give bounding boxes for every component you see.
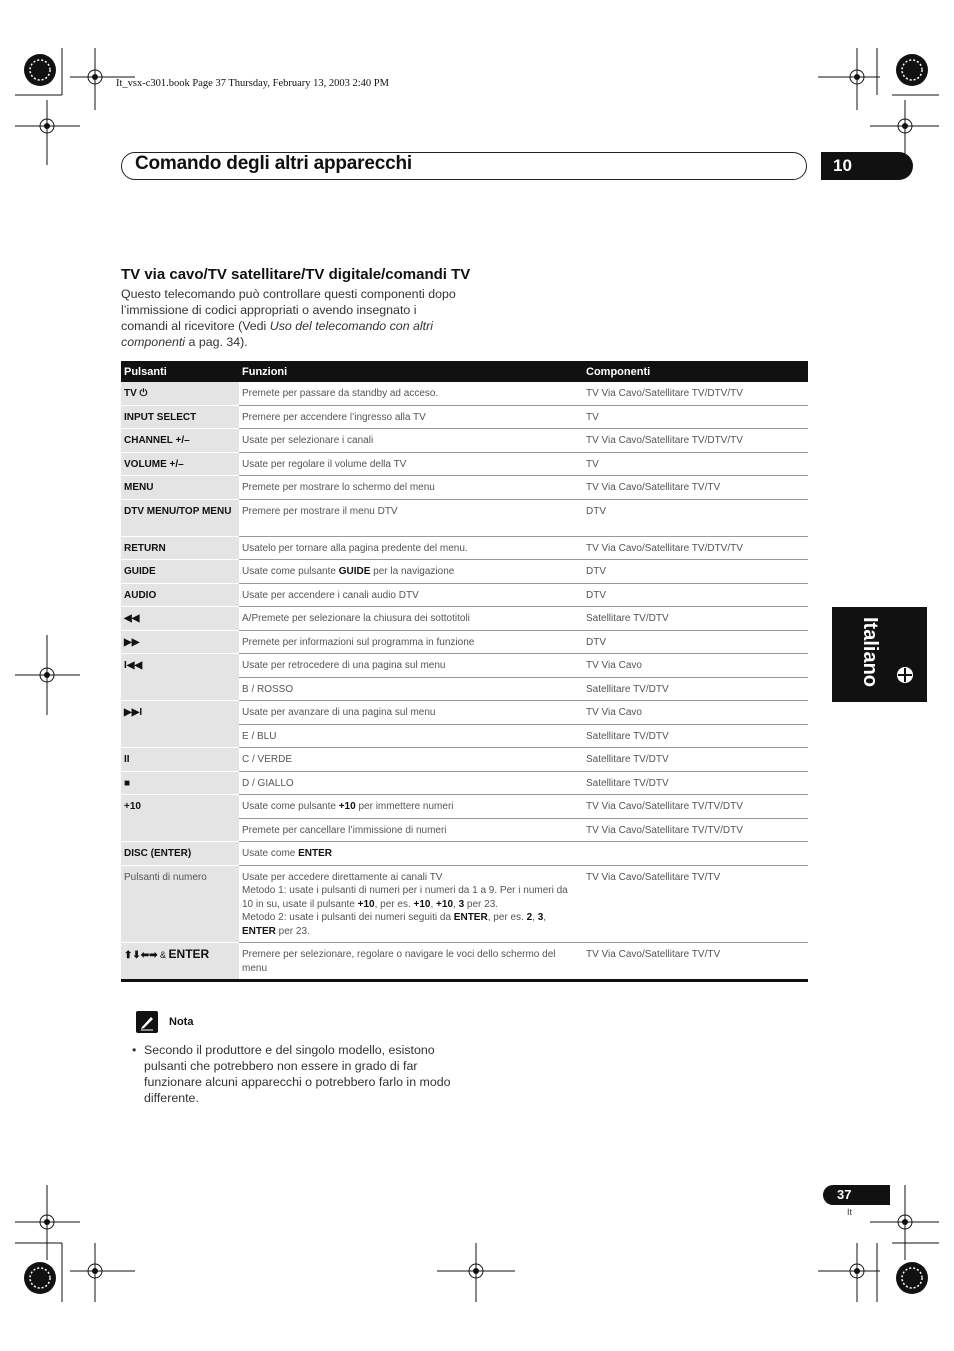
component-cell: DTV [583, 499, 808, 536]
page-number: 37 [823, 1185, 890, 1205]
function-cell: Usate come pulsante GUIDE per la navigazione [239, 560, 583, 584]
table-row [121, 429, 808, 453]
page-language: It [847, 1207, 853, 1217]
function-cell: A/Premete per selezionare la chiusura dei sottotitoli [239, 607, 583, 631]
button-cell: RETURN [121, 536, 239, 560]
table-row [121, 382, 808, 405]
function-cell: Premere per mostrare il menu DTV [239, 499, 583, 536]
section-intro: Questo telecomando può controllare questi componenti dopo l’immissione di codici appropriati o avendo insegnato i comandi al ricevitore (Vedi Uso del telecomando con altri componenti a pag. 34). [121, 287, 456, 349]
function-cell: Usate come ENTER [239, 842, 583, 866]
crosshair-icon [895, 665, 915, 685]
arrow-keys-icon: ⬆⬇⬅➡ & ENTER [121, 943, 239, 981]
table-row [121, 536, 808, 560]
button-cell: +10 [121, 795, 239, 842]
header-pulsanti: Pulsanti [121, 361, 239, 382]
function-cell: E / BLU [239, 724, 583, 748]
component-cell: TV Via Cavo/Satellitare TV/DTV/TV [583, 429, 808, 453]
component-cell: DTV [583, 560, 808, 584]
component-cell: DTV [583, 583, 808, 607]
component-cell: TV [583, 405, 808, 429]
button-cell: DISC (ENTER) [121, 842, 239, 866]
function-cell: Premete per cancellare l’immissione di numeri [239, 818, 583, 842]
note-text: • Secondo il produttore e del singolo modello, esistono pulsanti che potrebbero non essere in grado di far funzionare alcuni apparecchi o potrebbero farlo in modo differente. [132, 1043, 451, 1105]
function-cell: C / VERDE [239, 748, 583, 772]
section-title: TV via cavo/TV satellitare/TV digitale/comandi TV [121, 266, 471, 283]
buttons-table [121, 361, 808, 982]
print-header: It_vsx-c301.book Page 37 Thursday, February 13, 2003 2:40 PM [116, 78, 389, 89]
function-cell: Premere per selezionare, regolare o navigare le voci dello schermo del menu [239, 943, 583, 981]
component-cell: TV Via Cavo/Satellitare TV/TV [583, 865, 808, 943]
function-cell: Premete per mostrare lo schermo del menu [239, 476, 583, 500]
button-cell: GUIDE [121, 560, 239, 584]
component-cell: Satellitare TV/DTV [583, 771, 808, 795]
function-cell: Usate per selezionare i canali [239, 429, 583, 453]
button-cell: DTV MENU/TOP MENU [121, 499, 239, 536]
component-cell: Satellitare TV/DTV [583, 724, 808, 748]
button-cell: INPUT SELECT [121, 405, 239, 429]
skip-back-icon: I◀◀ [121, 654, 239, 701]
function-cell: Usate come pulsante +10 per immettere numeri [239, 795, 583, 819]
component-cell: TV Via Cavo/Satellitare TV/TV [583, 943, 808, 981]
function-cell: Usate per retrocedere di una pagina sul menu [239, 654, 583, 678]
fast-forward-icon: ▶▶ [121, 630, 239, 654]
table-row [121, 771, 808, 795]
table-header [121, 361, 808, 382]
button-cell: CHANNEL +/– [121, 429, 239, 453]
table-row [121, 842, 808, 866]
table-row [121, 701, 808, 725]
component-cell: TV [583, 452, 808, 476]
table-row [121, 476, 808, 500]
component-cell: Satellitare TV/DTV [583, 607, 808, 631]
language-tab-label: Italiano [859, 617, 881, 688]
table-row [121, 607, 808, 631]
table-row [121, 748, 808, 772]
header-componenti: Componenti [583, 361, 808, 382]
button-cell: VOLUME +/– [121, 452, 239, 476]
pause-icon: II [121, 748, 239, 772]
function-cell: Usate per accedere direttamente ai canali TV Metodo 1: usate i pulsanti di numeri per i numeri da 1 a 9. Per i numeri da 10 in su, usate il pulsante +10, per es. +10, +10, 3 per 23. Metodo 2: usate i pulsanti dei numeri seguiti da ENTER, per es. 2, 3, ENTER per 23. [239, 865, 583, 943]
table-row [121, 795, 808, 819]
function-cell: Usate per regolare il volume della TV [239, 452, 583, 476]
function-cell: Usatelo per tornare alla pagina predente del menu. [239, 536, 583, 560]
component-cell: TV Via Cavo/Satellitare TV/TV/DTV [583, 795, 808, 819]
table-row [121, 865, 808, 943]
table-row [121, 654, 808, 678]
button-cell: Pulsanti di numero [121, 865, 239, 943]
table-row [121, 499, 808, 536]
function-cell: Usate per accendere i canali audio DTV [239, 583, 583, 607]
table-row [121, 560, 808, 584]
table-row [121, 583, 808, 607]
component-cell [583, 842, 808, 866]
button-cell: TV ⏻ [121, 382, 239, 405]
function-cell: D / GIALLO [239, 771, 583, 795]
component-cell: TV Via Cavo/Satellitare TV/DTV/TV [583, 382, 808, 405]
component-cell: TV Via Cavo [583, 654, 808, 678]
function-cell: Usate per avanzare di una pagina sul menu [239, 701, 583, 725]
component-cell: Satellitare TV/DTV [583, 677, 808, 701]
function-cell: B / ROSSO [239, 677, 583, 701]
table-row [121, 405, 808, 429]
function-cell: Premete per passare da standby ad acceso. [239, 382, 583, 405]
component-cell: Satellitare TV/DTV [583, 748, 808, 772]
component-cell: DTV [583, 630, 808, 654]
skip-forward-icon: ▶▶I [121, 701, 239, 748]
button-cell: MENU [121, 476, 239, 500]
rewind-icon: ◀◀ [121, 607, 239, 631]
component-cell: TV Via Cavo/Satellitare TV/TV/DTV [583, 818, 808, 842]
button-cell: AUDIO [121, 583, 239, 607]
function-cell: Premete per informazioni sul programma in funzione [239, 630, 583, 654]
component-cell: TV Via Cavo/Satellitare TV/DTV/TV [583, 536, 808, 560]
table-row [121, 630, 808, 654]
header-funzioni: Funzioni [239, 361, 583, 382]
chapter-title: Comando degli altri apparecchi [135, 153, 412, 174]
table-row [121, 452, 808, 476]
component-cell: TV Via Cavo/Satellitare TV/TV [583, 476, 808, 500]
component-cell: TV Via Cavo [583, 701, 808, 725]
chapter-number: 10 [821, 152, 913, 180]
table-row [121, 943, 808, 981]
stop-icon: ■ [121, 771, 239, 795]
function-cell: Premere per accendere l’ingresso alla TV [239, 405, 583, 429]
note-label: Nota [169, 1016, 194, 1028]
note-pencil-icon [136, 1011, 158, 1033]
